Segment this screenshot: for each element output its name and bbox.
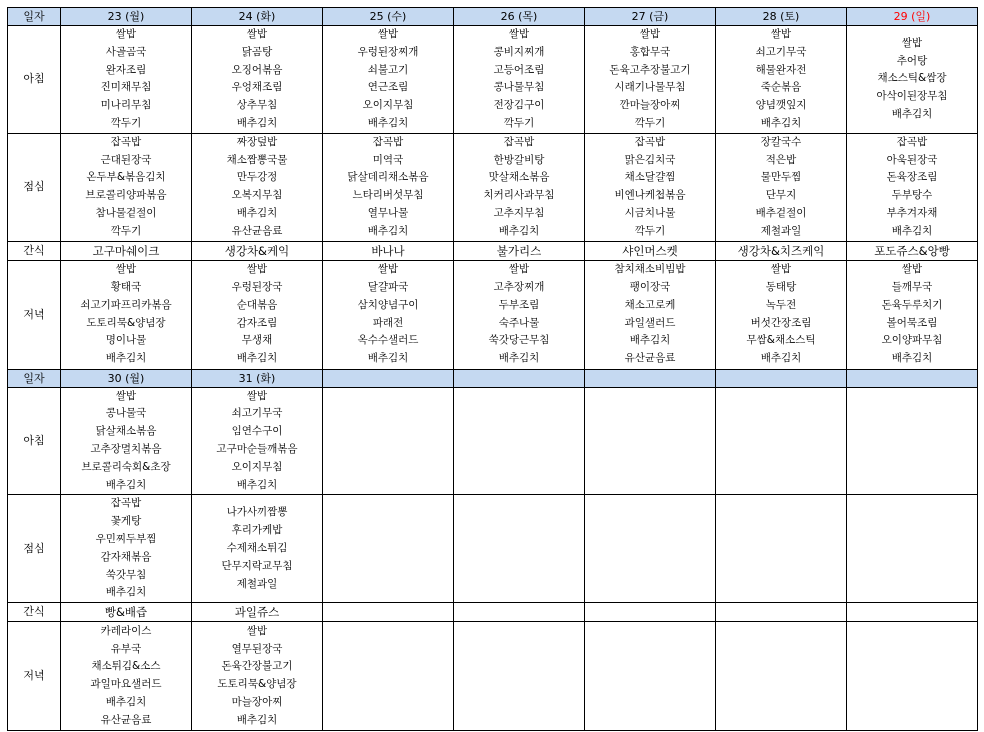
breakfast-cell [847,26,978,134]
empty-meal-cell [585,622,716,731]
menu-item: 배추김치 [367,352,409,365]
menu-item: 채소튀김&소스 [91,660,161,673]
menu-item: 완자조림 [105,63,147,76]
menu-item: 적은밥 [765,153,797,166]
menu-item: 과일샐러드 [624,316,676,329]
menu-item: 홍합무국 [629,45,671,58]
meal-row-lunch [8,495,978,603]
menu-item: 쇠고기무국 [231,407,283,420]
menu-item: 오이지무침 [231,460,283,473]
snack-cell: 불가리스 [454,241,585,260]
menu-item: 사골곰국 [105,45,147,58]
menu-item: 잡곡밥 [503,135,535,148]
menu-item: 깐마늘장아찌 [619,99,681,112]
meal-row-breakfast [8,387,978,495]
date-header-cell: 30 (월) [61,369,192,387]
menu-item: 감자채볶음 [100,550,152,563]
empty-meal-cell [454,495,585,603]
empty-meal-cell [454,622,585,731]
date-header-cell: 25 (수) [323,8,454,26]
menu-item: 명이나물 [105,334,147,347]
menu-item: 브로콜리양파볶음 [85,189,167,202]
empty-meal-cell [323,603,454,622]
empty-meal-cell [716,387,847,495]
lunch-cell [454,133,585,241]
menu-item: 장칼국수 [760,135,802,148]
menu-item: 감자조림 [236,316,278,329]
menu-item: 제철과일 [236,577,278,590]
menu-item: 미나리무침 [100,99,152,112]
menu-item: 배추김치 [498,224,540,237]
menu-item: 오징어볶음 [231,63,283,76]
menu-item: 유산균음료 [624,352,676,365]
menu-item: 배추김치 [105,695,147,708]
menu-item: 연근조림 [367,81,409,94]
breakfast-cell [192,387,323,495]
menu-item: 유산균음료 [100,713,152,726]
menu-item: 아욱된장국 [886,153,938,166]
menu-item: 참치채소비빔밥 [614,263,686,276]
menu-item: 만두강정 [236,171,278,184]
menu-item: 배추김치 [498,352,540,365]
menu-item: 한방갈비탕 [493,153,545,166]
menu-item: 배추김치 [629,334,671,347]
menu-item: 우렁된장국 [231,280,283,293]
menu-item: 도토리묵&양념장 [217,678,297,691]
menu-item: 쌀밥 [508,28,530,40]
menu-item: 돈육장조림 [886,171,938,184]
menu-item: 임연수구이 [231,425,283,438]
menu-item: 배추김치 [760,352,802,365]
menu-item: 쌀밥 [115,263,137,276]
date-header-cell: 24 (화) [192,8,323,26]
empty-meal-cell [847,387,978,495]
meal-row-lunch [8,133,978,241]
empty-meal-cell [323,495,454,603]
meal-row-snack [8,241,978,260]
menu-item: 황태국 [110,280,142,293]
lunch-cell [192,495,323,603]
menu-item: 들깨무국 [891,280,933,293]
lunch-cell [323,133,454,241]
lunch-cell [192,133,323,241]
menu-item: 배추김치 [236,207,278,220]
breakfast-cell [585,26,716,134]
snack-cell: 생강차&케익 [192,241,323,260]
menu-item: 녹두전 [765,298,797,311]
menu-item: 맑은김치국 [624,153,676,166]
menu-item: 오복지무침 [231,189,283,202]
menu-item: 전장김구이 [493,99,545,112]
menu-item: 숙주나물 [498,316,540,329]
menu-item: 깍두기 [634,116,666,129]
menu-item: 배추김치 [891,108,933,121]
menu-item: 쌀밥 [770,263,792,276]
menu-item: 콩비지찌개 [493,45,545,58]
menu-item: 시금치나물 [624,207,676,220]
dinner-cell [61,260,192,369]
empty-meal-cell [585,603,716,622]
breakfast-cell [61,387,192,495]
menu-item: 진미채무침 [100,81,152,94]
menu-item: 고추장멸치볶음 [90,442,162,455]
lunch-cell [847,133,978,241]
lunch-cell [585,133,716,241]
lunch-cell [716,133,847,241]
meal-row-dinner [8,260,978,369]
meal-label-lunch: 점심 [8,133,61,241]
menu-item: 고등어조림 [493,63,545,76]
empty-date-cell [454,369,585,387]
menu-item: 추어탕 [896,54,928,67]
menu-item: 느타리버섯무침 [352,189,424,202]
meal-label-dinner: 저녁 [8,260,61,369]
menu-item: 쌀밥 [377,263,399,276]
menu-item: 쌀밥 [115,28,137,40]
menu-item: 수제채소튀김 [226,541,288,554]
menu-item: 두부탕수 [891,189,933,202]
breakfast-cell [323,26,454,134]
meal-label-breakfast: 아침 [8,26,61,134]
menu-item: 우엉채조림 [231,81,283,94]
menu-item: 닭곰탕 [241,45,273,58]
menu-item: 깍두기 [110,116,142,129]
menu-item: 해물완자전 [755,63,807,76]
menu-item: 쑥갓무침 [105,568,147,581]
menu-item: 배추김치 [236,352,278,365]
menu-item: 배추김치 [105,478,147,491]
meal-label-snack: 간식 [8,241,61,260]
empty-meal-cell [585,387,716,495]
menu-item: 배추김치 [236,713,278,726]
snack-cell: 샤인머스켓 [585,241,716,260]
menu-item: 순대볶음 [236,298,278,311]
empty-meal-cell [323,387,454,495]
menu-item: 깍두기 [110,224,142,237]
date-header-cell: 29 (일) [847,8,978,26]
dinner-cell [454,260,585,369]
menu-item: 채소짬뽕국물 [226,153,288,166]
date-header-row [8,369,978,387]
empty-meal-cell [716,603,847,622]
meal-row-snack [8,603,978,622]
snack-cell: 빵&배즙 [61,603,192,622]
menu-item: 동태탕 [765,280,797,293]
menu-item: 잡곡밥 [110,135,142,148]
menu-item: 쌀밥 [639,28,661,40]
menu-item: 고구마순들깨볶음 [216,442,298,455]
date-header-cell: 28 (토) [716,8,847,26]
menu-item: 옥수수샐러드 [357,334,419,347]
menu-item: 쇠고기무국 [755,45,807,58]
menu-item: 우렁된장찌개 [357,45,419,58]
meal-label-snack: 간식 [8,603,61,622]
menu-item: 잡곡밥 [110,497,142,510]
empty-date-cell [716,369,847,387]
menu-item: 우민찌두부찜 [95,533,157,546]
menu-item: 배추김치 [760,116,802,129]
menu-item: 오이지무침 [362,99,414,112]
menu-item: 브로콜리숙회&초장 [81,460,171,473]
menu-item: 볼어묵조림 [886,316,938,329]
menu-item: 미역국 [372,153,404,166]
menu-item: 고추지무침 [493,207,545,220]
empty-meal-cell [716,495,847,603]
menu-item: 파래전 [372,316,404,329]
menu-item: 채소달걀찜 [624,171,676,184]
dinner-cell [323,260,454,369]
date-header-cell: 23 (월) [61,8,192,26]
empty-meal-cell [323,622,454,731]
menu-item: 단무지락교무침 [221,559,293,572]
menu-item: 도토리묵&양념장 [86,316,166,329]
empty-date-cell [323,369,454,387]
menu-item: 쌀밥 [377,28,399,40]
menu-item: 잡곡밥 [372,135,404,148]
dinner-cell [847,260,978,369]
menu-item: 비엔나케첩볶음 [614,189,686,202]
menu-item: 달걀파국 [367,280,409,293]
breakfast-cell [192,26,323,134]
menu-item: 채소스틱&쌈장 [877,72,947,85]
date-header-cell: 27 (금) [585,8,716,26]
menu-item: 배추김치 [891,224,933,237]
snack-cell: 포도쥬스&앙빵 [847,241,978,260]
menu-item: 꽃게탕 [110,515,142,528]
date-header-label: 일자 [8,369,61,387]
date-header-label: 일자 [8,8,61,26]
meal-row-breakfast [8,26,978,134]
lunch-cell [61,133,192,241]
menu-item: 콩나물국 [105,407,147,420]
menu-item: 쌀밥 [246,389,268,402]
menu-item: 열무나물 [367,207,409,220]
menu-item: 쌀밥 [901,263,923,276]
menu-item: 근대된장국 [100,153,152,166]
dinner-cell [716,260,847,369]
menu-item: 돈육간장불고기 [221,660,293,673]
empty-meal-cell [585,495,716,603]
menu-item: 쇠불고기 [367,63,409,76]
breakfast-cell [454,26,585,134]
menu-item: 배추김치 [236,116,278,129]
menu-item: 쌀밥 [246,624,268,637]
menu-item: 무생채 [241,334,273,347]
meal-plan-body [8,8,978,731]
menu-item: 돈육고추장불고기 [609,63,691,76]
menu-item: 마늘장아찌 [231,695,283,708]
menu-item: 쌀밥 [508,263,530,276]
menu-item: 맛살채소볶음 [488,171,550,184]
menu-item: 쌀밥 [246,263,268,276]
meal-label-lunch: 점심 [8,495,61,603]
dinner-cell [192,622,323,731]
snack-cell: 생강차&치즈케익 [716,241,847,260]
menu-item: 단무지 [765,189,797,202]
menu-item: 제철과일 [760,224,802,237]
menu-item: 유부국 [110,642,142,655]
menu-item: 잡곡밥 [634,135,666,148]
menu-item: 상추무침 [236,99,278,112]
dinner-cell [192,260,323,369]
menu-item: 고추장찌개 [493,280,545,293]
menu-item: 치커리사과무침 [483,189,555,202]
menu-item: 양념깻잎지 [755,99,807,112]
date-header-row [8,8,978,26]
menu-item: 배추김치 [236,478,278,491]
menu-item: 쇠고기파프리카볶음 [80,298,172,311]
menu-item: 쌀밥 [770,28,792,40]
date-header-cell: 26 (목) [454,8,585,26]
menu-item: 배추겉절이 [755,207,807,220]
menu-item: 쌀밥 [246,28,268,40]
menu-item: 닭살데리채소볶음 [347,171,429,184]
menu-item: 부추겨자채 [886,207,938,220]
empty-meal-cell [847,622,978,731]
menu-item: 죽순볶음 [760,81,802,94]
menu-item: 배추김치 [105,352,147,365]
empty-meal-cell [454,387,585,495]
snack-cell: 바나나 [323,241,454,260]
menu-item: 쑥갓당근무침 [488,334,550,347]
breakfast-cell [716,26,847,134]
lunch-cell [61,495,192,603]
meal-row-dinner [8,622,978,731]
dinner-cell [61,622,192,731]
menu-item: 쌀밥 [115,389,137,402]
empty-date-cell [585,369,716,387]
menu-item: 버섯간장조림 [750,316,812,329]
menu-item: 참나물겉절이 [95,207,157,220]
snack-cell: 과일쥬스 [192,603,323,622]
menu-item: 무쌈&채소스틱 [746,334,816,347]
menu-item: 오이양파무침 [881,334,943,347]
menu-item: 배추김치 [105,586,147,599]
snack-cell: 고구마쉐이크 [61,241,192,260]
empty-meal-cell [847,603,978,622]
empty-meal-cell [847,495,978,603]
menu-item: 콩나물무침 [493,81,545,94]
menu-item: 시래기나물무침 [614,81,686,94]
date-header-cell: 31 (화) [192,369,323,387]
empty-meal-cell [716,622,847,731]
menu-item: 열무된장국 [231,642,283,655]
menu-item: 삼치양념구이 [357,298,419,311]
menu-item: 닭살채소볶음 [95,425,157,438]
menu-item: 깍두기 [503,116,535,129]
meal-plan-table [7,7,978,731]
menu-item: 깍두기 [634,224,666,237]
menu-item: 쌀밥 [901,36,923,49]
menu-item: 잡곡밥 [896,135,928,148]
menu-item: 배추김치 [367,116,409,129]
menu-item: 짜장덮밥 [236,135,278,148]
menu-item: 유산균음료 [231,224,283,237]
menu-item: 나가사끼짬뽕 [226,506,288,519]
menu-item: 돈육두루치기 [881,298,943,311]
menu-item: 아삭이된장무침 [876,90,948,103]
menu-item: 물만두찜 [760,171,802,184]
breakfast-cell [61,26,192,134]
menu-item: 후리가케밥 [231,524,283,537]
menu-item: 온두부&볶음김치 [86,171,166,184]
menu-item: 두부조림 [498,298,540,311]
menu-item: 카레라이스 [100,624,152,637]
meal-label-dinner: 저녁 [8,622,61,731]
empty-meal-cell [454,603,585,622]
meal-label-breakfast: 아침 [8,387,61,495]
menu-item: 팽이장국 [629,280,671,293]
menu-item: 과일마요샐러드 [90,678,162,691]
dinner-cell [585,260,716,369]
menu-item: 배추김치 [367,224,409,237]
menu-item: 채소고로케 [624,298,676,311]
empty-date-cell [847,369,978,387]
menu-item: 배추김치 [891,352,933,365]
